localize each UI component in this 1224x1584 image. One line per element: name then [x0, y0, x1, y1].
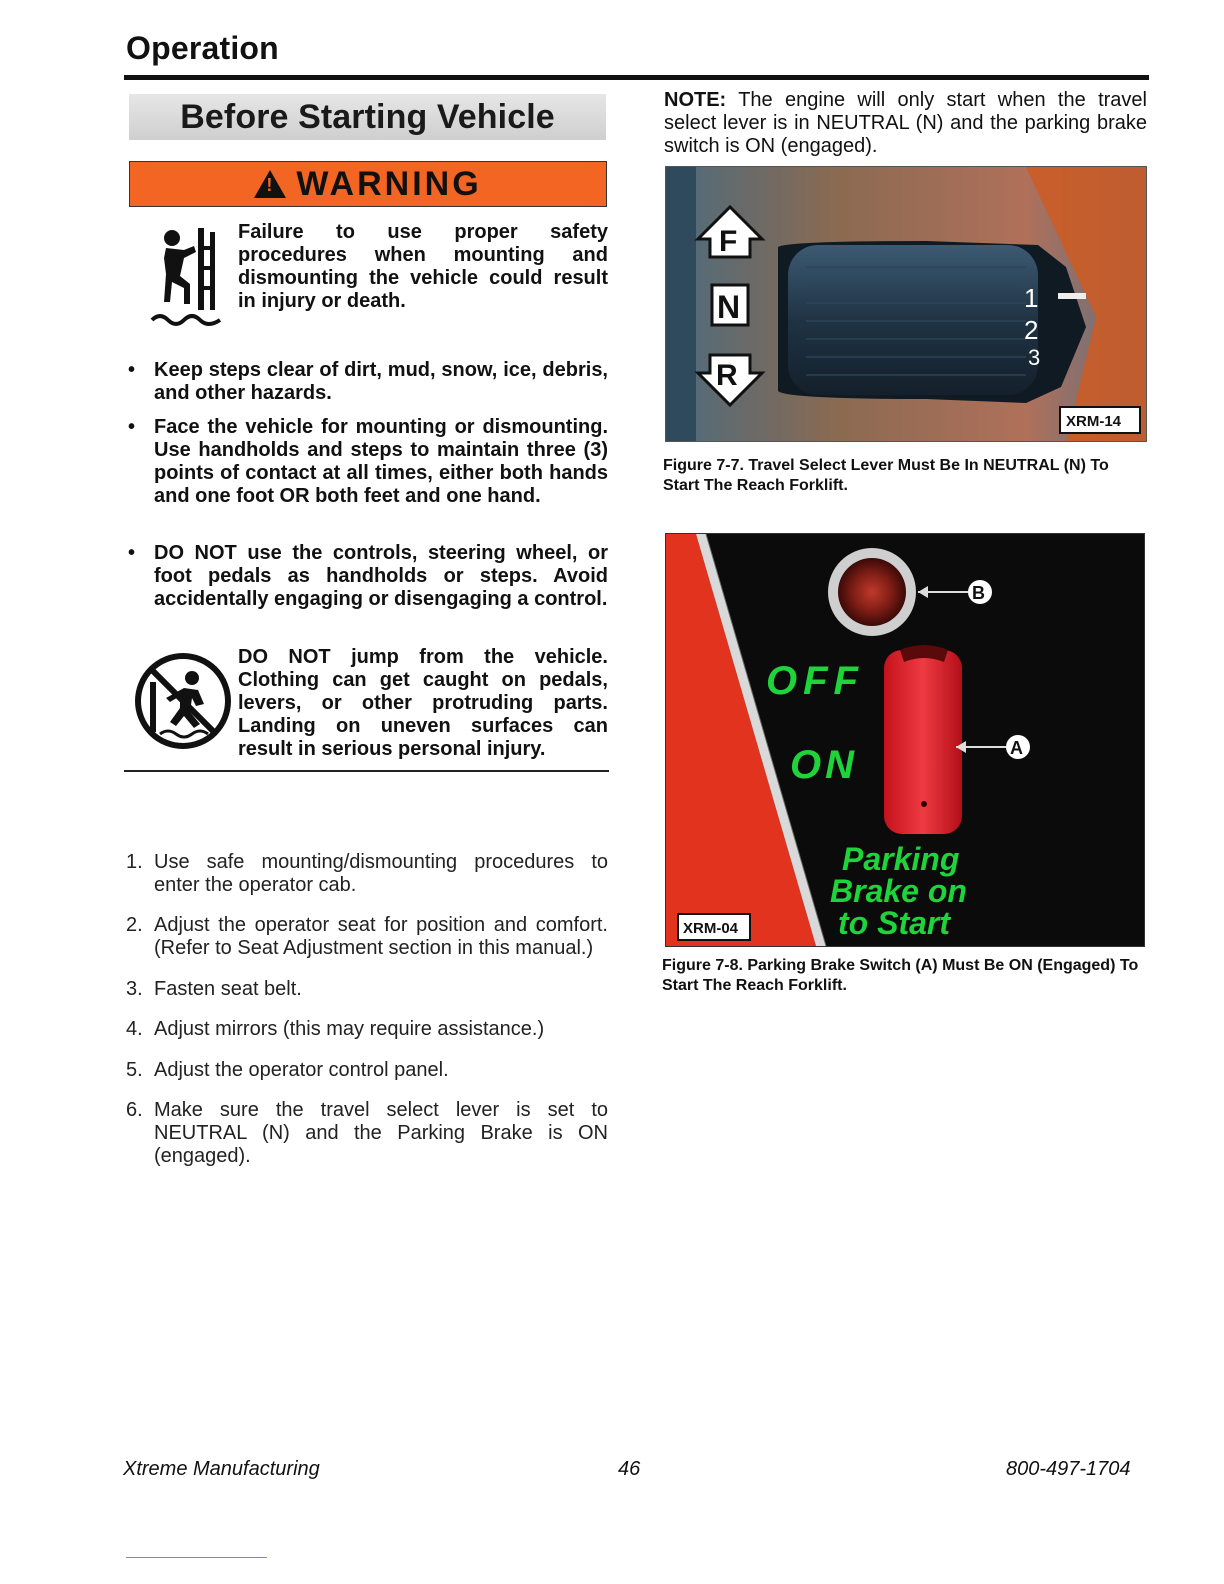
bullet-dot: •: [128, 359, 136, 381]
gear-3-label: 3: [1028, 345, 1041, 370]
note-text: The engine will only start when the travel select lever is in NEUTRAL (N) and the parking brake switch is ON (engaged).: [664, 89, 1147, 157]
footer-phone: 800-497-1704: [1006, 1458, 1131, 1480]
figure-parking-brake-switch: [665, 533, 1145, 947]
step-number: 6.: [126, 1099, 143, 1121]
climbing-person-icon: [150, 224, 222, 328]
step-number: 1.: [126, 851, 143, 873]
reverse-label: R: [716, 359, 738, 392]
footer-page-number: 46: [618, 1458, 641, 1480]
bullet-text: Keep steps clear of dirt, mud, snow, ice, debris, and other hazards.: [154, 359, 608, 404]
section-title: Operation: [126, 30, 279, 66]
gear-2-label: 2: [1024, 315, 1039, 345]
step-number: 5.: [126, 1059, 143, 1081]
warning-text: Failure to use proper safety procedures when mounting and dismounting the vehicle could result in injury or death.: [238, 221, 608, 312]
bullet-item: [128, 359, 608, 405]
section-divider: [124, 770, 609, 772]
step-item: [126, 1099, 608, 1168]
gear-1-label: 1: [1024, 283, 1039, 313]
footer-company: Xtreme Manufacturing: [123, 1458, 320, 1480]
neutral-label: N: [717, 289, 741, 325]
bullet-dot: •: [128, 542, 136, 564]
note-label: NOTE:: [664, 89, 727, 111]
step-text: Make sure the travel select lever is set to NEUTRAL (N) and the Parking Brake is ON (engaged).: [154, 1099, 608, 1167]
step-text: Fasten seat belt.: [154, 978, 302, 1000]
off-label: OFF: [766, 659, 864, 703]
parking-label-line3: to Start: [838, 905, 950, 941]
figure-7-8-caption: Figure 7-8. Parking Brake Switch (A) Must Be ON (Engaged) To Start The Reach Forklift.: [662, 957, 1139, 994]
step-item: [126, 978, 608, 1001]
step-number: 3.: [126, 978, 143, 1000]
note-paragraph: [664, 89, 1147, 158]
figure-tag: XRM-14: [1066, 413, 1122, 430]
step-text: Adjust the operator control panel.: [154, 1059, 449, 1081]
bullet-item: [128, 416, 608, 508]
footnote-rule: [126, 1557, 267, 1558]
step-text: Adjust the operator seat for position and comfort. (Refer to Seat Adjustment section in this manual.): [154, 914, 608, 959]
figure-travel-select-lever: [665, 166, 1147, 442]
step-item: [126, 914, 608, 960]
bullet-text: DO NOT use the controls, steering wheel, or foot pedals as handholds or steps. Avoid accidentally engaging or disengaging a control.: [154, 542, 608, 610]
warning-banner: [129, 161, 607, 207]
jump-warning-text: DO NOT jump from the vehicle. Clothing can get caught on pedals, levers, or other protruding parts. Landing on uneven surfaces can result in serious personal injury.: [238, 646, 608, 760]
on-label: ON: [790, 743, 858, 787]
parking-label-line2: Brake on: [830, 873, 967, 909]
forward-label: F: [719, 225, 738, 258]
step-text: Use safe mounting/dismounting procedures to enter the operator cab.: [154, 851, 608, 896]
title-rule: [124, 75, 1149, 80]
parking-label-line1: Parking: [842, 841, 960, 877]
subsection-banner: [129, 94, 606, 140]
step-number: 2.: [126, 914, 143, 936]
step-item: [126, 1059, 608, 1082]
warning-label: WARNING: [296, 164, 482, 203]
warning-triangle-icon: [254, 170, 286, 198]
callout-a-label: A: [1010, 738, 1023, 758]
step-number: 4.: [126, 1018, 143, 1040]
bullet-text: Face the vehicle for mounting or dismounting. Use handholds and steps to maintain three (3) points of contact at all times, either both hands and one foot OR both feet and one hand.: [154, 416, 608, 507]
figure-tag: XRM-04: [683, 920, 739, 937]
subsection-title: Before Starting Vehicle: [180, 97, 555, 136]
callout-b-label: B: [972, 583, 985, 603]
bullet-dot: •: [128, 416, 136, 438]
bullet-item: [128, 542, 608, 611]
step-item: [126, 1018, 608, 1041]
no-jumping-icon: [134, 652, 232, 750]
figure-7-7-caption: Figure 7-7. Travel Select Lever Must Be In NEUTRAL (N) To Start The Reach Forklift.: [663, 457, 1109, 494]
step-item: [126, 851, 608, 897]
step-text: Adjust mirrors (this may require assistance.): [154, 1018, 545, 1040]
